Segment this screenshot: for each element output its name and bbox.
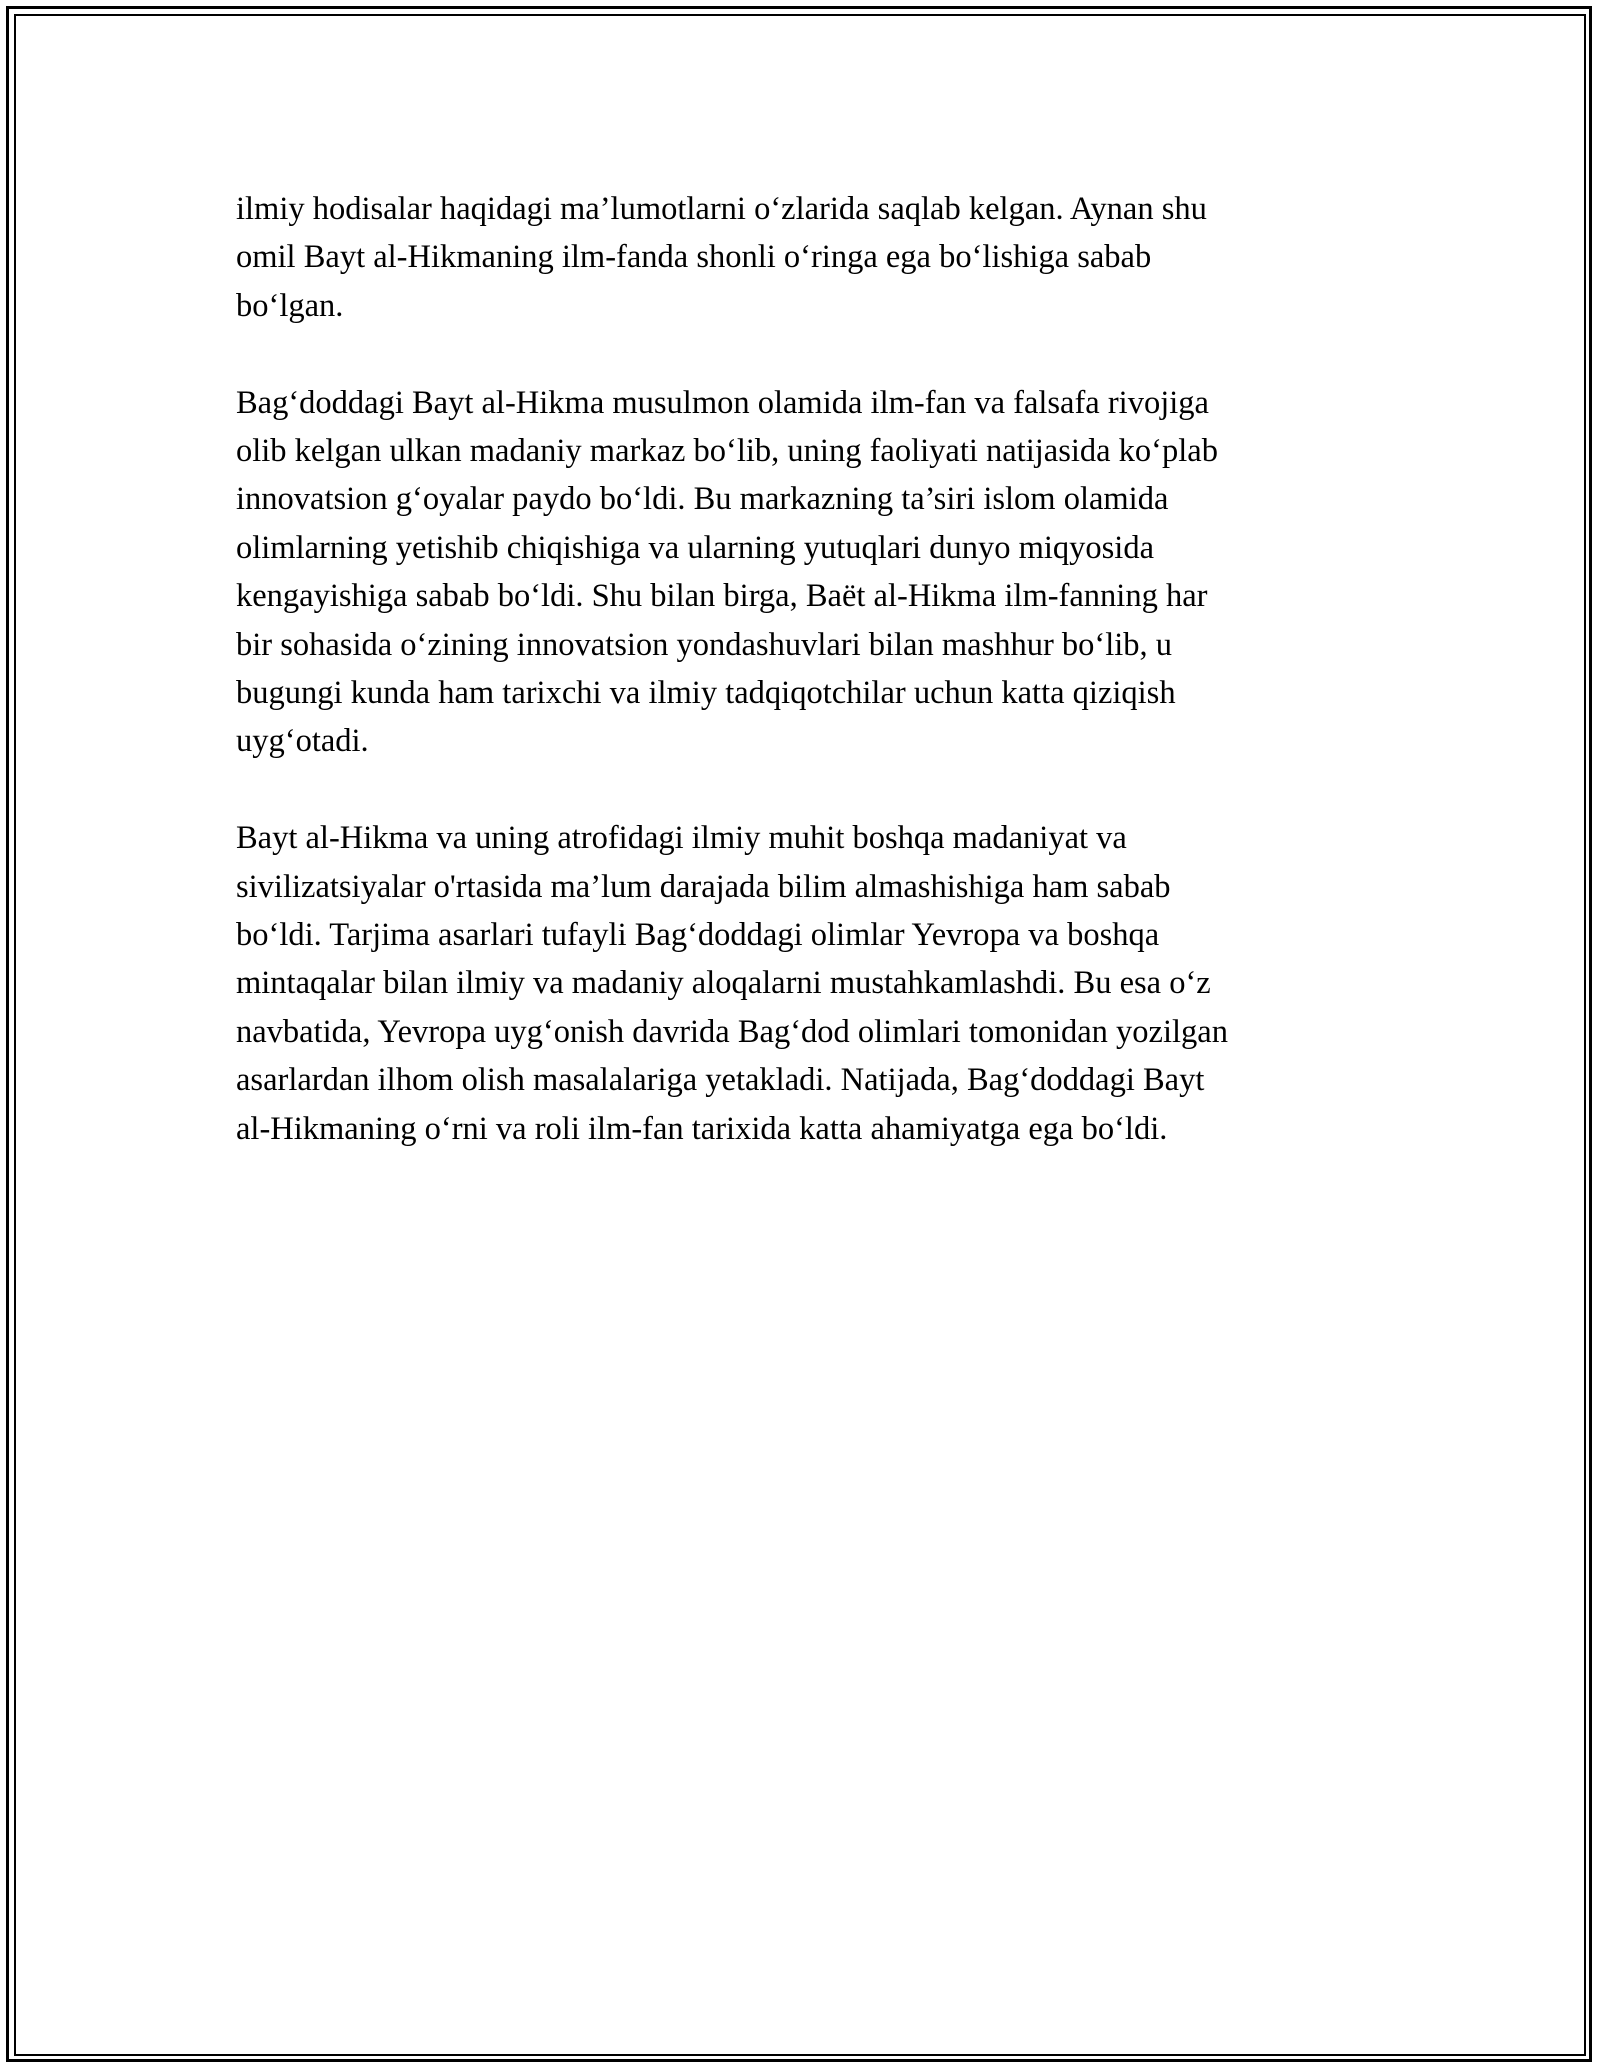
paragraph-1: ilmiy hodisalar haqidagi ma’lumotlarni o‘zlarida saqlab kelgan. Aynan shu omil Bayt al-Hikmaning ilm-fanda shonli o‘ringa ega bo‘lishiga sabab bo‘lgan. (236, 191, 1207, 324)
paragraph-3: Bayt al-Hikma va uning atrofidagi ilmiy muhit boshqa madaniyat va sivilizatsiyalar o'rtasida ma’lum darajada bilim almashishiga ham sabab bo‘ldi. Tarjima asarlari tufayli Bag‘doddagi olimlar Yevropa va boshqa mintaqalar bilan ilmiy va madaniy aloqalarni mustahkamlashdi. Bu esa o‘z navbatida, Yevropa uyg‘onish davrida Bag‘dod olimlari tomonidan yozilgan asarlardan ilhom olish masalalariga yetakladi. Natijada, Bag‘doddagi Bayt al-Hikmaning o‘rni va roli ilm-fan tarixida katta ahamiyatga ega bo‘ldi. (236, 820, 1228, 1147)
paragraph-2: Bag‘doddagi Bayt al-Hikma musulmon olamida ilm-fan va falsafa rivojiga olib kelgan ulkan madaniy markaz bo‘lib, uning faoliyati natijasida ko‘plab innovatsion g‘oyalar paydo bo‘ldi. Bu markazning ta’siri islom olamida olimlarning yetishib chiqishiga va ularning yutuqlari dunyo miqyosida kengayishiga sabab bo‘ldi. Shu bilan birga, Baёt al-Hikma ilm-fanning har bir sohasida o‘zining innovatsion yondashuvlari bilan mashhur bo‘lib, u bugungi kunda ham tarixchi va ilmiy tadqiqotchilar uchun katta qiziqish uyg‘otadi. (236, 384, 1218, 760)
document-body (236, 185, 1376, 1201)
